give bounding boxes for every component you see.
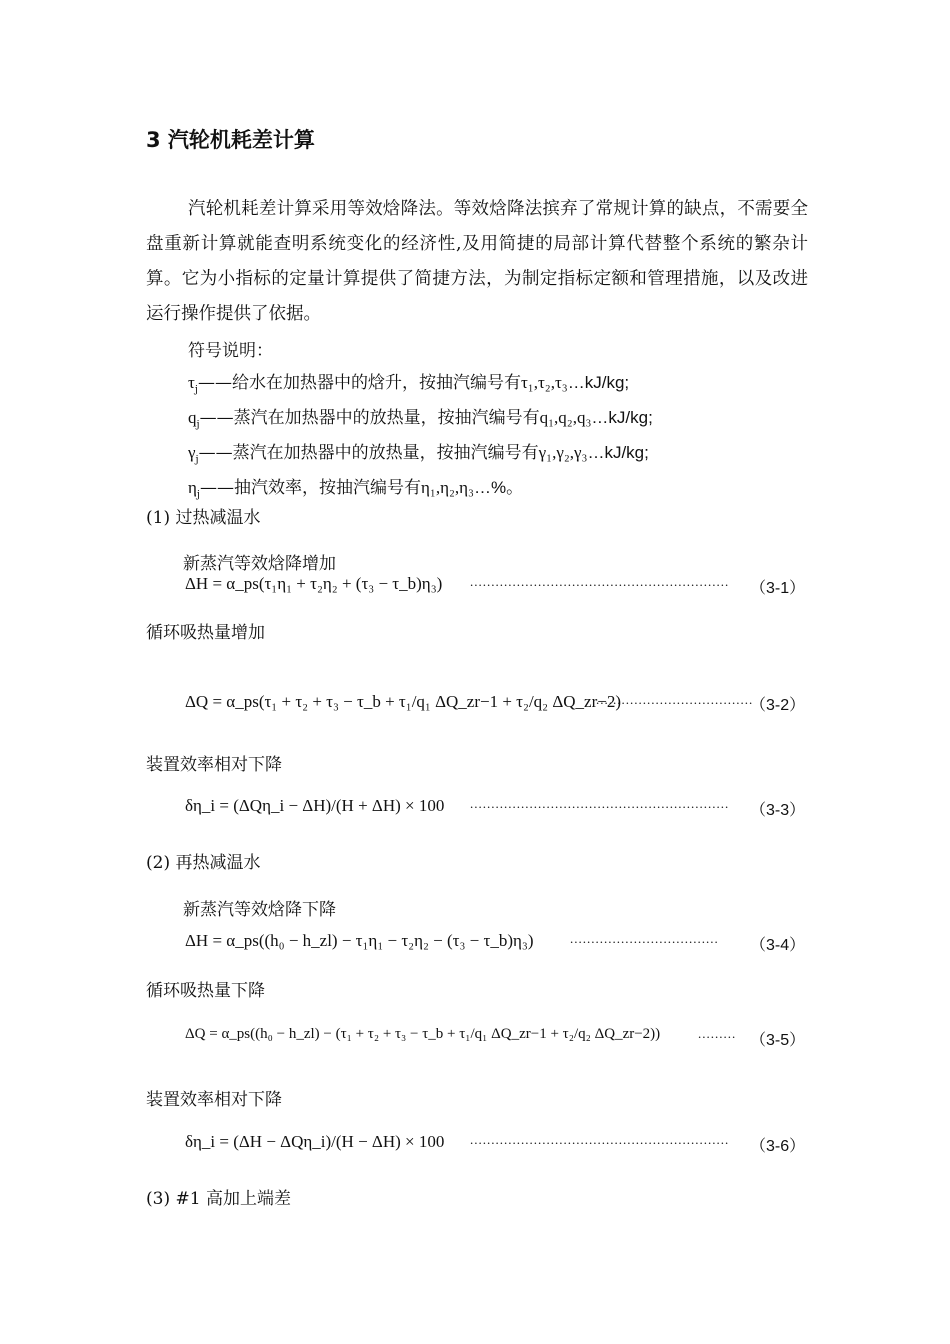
equation-label: （3-2） (750, 697, 806, 714)
leader-dots: ..................................... (596, 692, 754, 707)
section-heading-3: (3) #1 高加上端差 (146, 1189, 291, 1209)
subheading: 装置效率相对下降 (146, 1090, 282, 1110)
equation-label: （3-4） (750, 937, 806, 954)
subheading: 新蒸汽等效焓降增加 (183, 554, 336, 574)
equation-3-4: ΔH = α_ps((h₀ − h_zl) − τ₁η₁ − τ₂η₂ − (τ₃ − τ_b)η₃) (185, 931, 534, 950)
equation-label: （3-3） (750, 802, 806, 819)
page-title: 3 汽轮机耗差计算 (146, 128, 315, 152)
subheading: 循环吸热量增加 (146, 623, 265, 643)
symbol-row: $\eta_j——$抽汽效率，按抽汽编号有η₁,η₂,η₃…%。 (188, 478, 524, 501)
leader-dots: ................................... (570, 931, 719, 946)
equation-label: （3-6） (750, 1138, 806, 1155)
equation-3-6: δη_i = (ΔH − ΔQη_i)/(H − ΔH) × 100 (185, 1132, 445, 1151)
symbol-row: $\tau_j——$给水在加热器中的焓升，按抽汽编号有τ₁,τ₂,τ₃…kJ/kg; (188, 373, 630, 396)
leader-dots: ......... (698, 1026, 737, 1041)
section-heading-2: (2) 再热减温水 (146, 853, 261, 873)
leader-dots: ............................................................. (470, 796, 730, 811)
intro-paragraph: 汽轮机耗差计算采用等效焓降法。等效焓降法摈弃了常规计算的缺点，不需要全盘重新计算就能查明系统变化的经济性,及用简捷的局部计算代替整个系统的繁杂计算。它为小指标的定量计算提供了简捷方法，为制定指标定额和管理措施，以及改进运行操作提供了依据。 (146, 199, 808, 324)
leader-dots: ............................................................. (470, 574, 730, 589)
equation-label: （3-1） (750, 580, 806, 597)
equation-label: （3-5） (750, 1032, 806, 1049)
symbols-heading: 符号说明： (188, 341, 273, 361)
subheading: 循环吸热量下降 (146, 981, 265, 1001)
equation-3-5: ΔQ = α_ps((h₀ − h_zl) − (τ₁ + τ₂ + τ₃ − τ_b + τ₁/q₁ ΔQ_zr−1 + τ₂/q₂ ΔQ_zr−2)) (185, 1026, 661, 1042)
equation-3-1: ΔH = α_ps(τ₁η₁ + τ₂η₂ + (τ₃ − τ_b)η₃) (185, 574, 443, 593)
leader-dots: ............................................................. (470, 1132, 730, 1147)
section-heading-1: (1) 过热减温水 (146, 508, 261, 528)
subheading: 装置效率相对下降 (146, 755, 282, 775)
symbol-row: $\gamma_j——$蒸汽在加热器中的放热量，按抽汽编号有γ₁,γ₂,γ₃…kJ/kg; (188, 443, 649, 466)
subheading: 新蒸汽等效焓降下降 (183, 900, 336, 920)
equation-3-2: ΔQ = α_ps(τ₁ + τ₂ + τ₃ − τ_b + τ₁/q₁ ΔQ_zr−1 + τ₂/q₂ ΔQ_zr−2) (185, 692, 622, 711)
symbol-row: $q_j——$蒸汽在加热器中的放热量，按抽汽编号有q₁,q₂,q₃…kJ/kg; (188, 408, 653, 431)
equation-3-3: δη_i = (ΔQη_i − ΔH)/(H + ΔH) × 100 (185, 796, 445, 815)
